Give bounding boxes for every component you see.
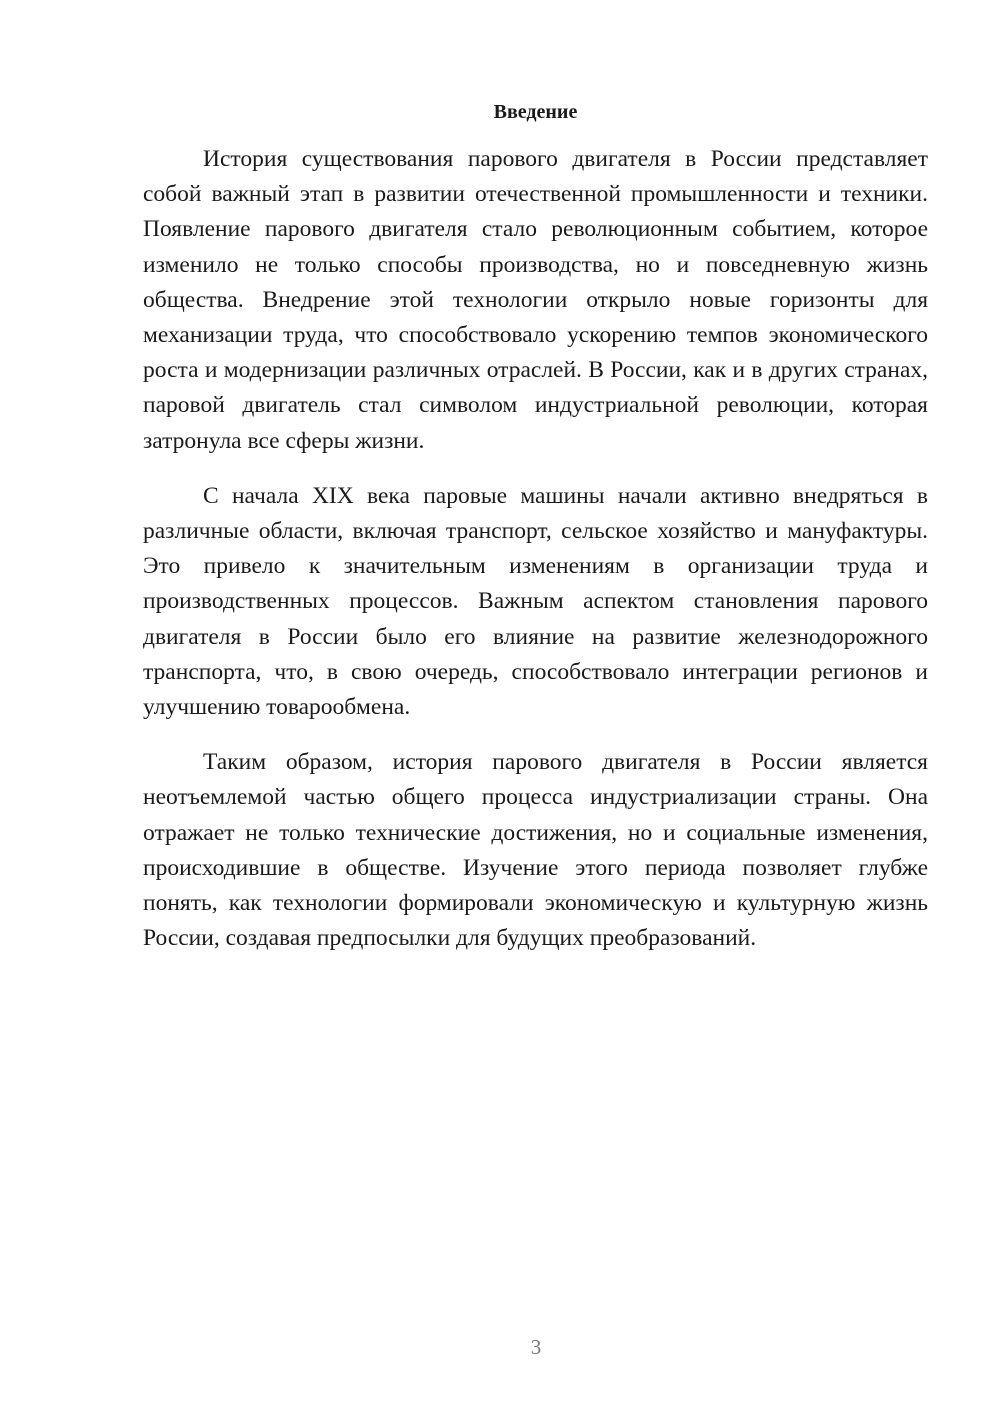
page-title: Введение	[493, 101, 578, 123]
paragraph: История существования парового двигателя в России представляет собой важный этап в развитии отечественной промышленности и техники. Появление парового двигателя стало революционным событием, которое изменило не только способы производства, но и повседневную жизнь общества. Внедрение этой технологии открыло новые горизонты для механизации труда, что способствовало ускорению темпов экономического роста и модернизации различных отраслей. В России, как и в других странах, паровой двигатель стал символом индустриальной революции, которая затронула все сферы жизни.	[143, 146, 928, 454]
page-number: 3	[530, 1335, 542, 1359]
paragraph: С начала XIX века паровые машины начали активно внедряться в различные области, включая транспорт, сельское хозяйство и мануфактуры. Это привело к значительным изменениям в организации труда и производственных процессов. Важным аспектом становления парового двигателя в России было его влияние на развитие железнодорожного транспорта, что, в свою очередь, способствовало интеграции регионов и улучшению товарообмена.	[143, 482, 928, 721]
paragraph: Таким образом, история парового двигателя в России является неотъемлемой частью общего процесса индустриализации страны. Она отражает не только технические достижения, но и социальные изменения, происходившие в обществе. Изучение этого периода позволяет глубже понять, как технологии формировали экономическую и культурную жизнь России, создавая предпосылки для будущих преобразований.	[143, 749, 928, 952]
document-body	[143, 142, 928, 956]
